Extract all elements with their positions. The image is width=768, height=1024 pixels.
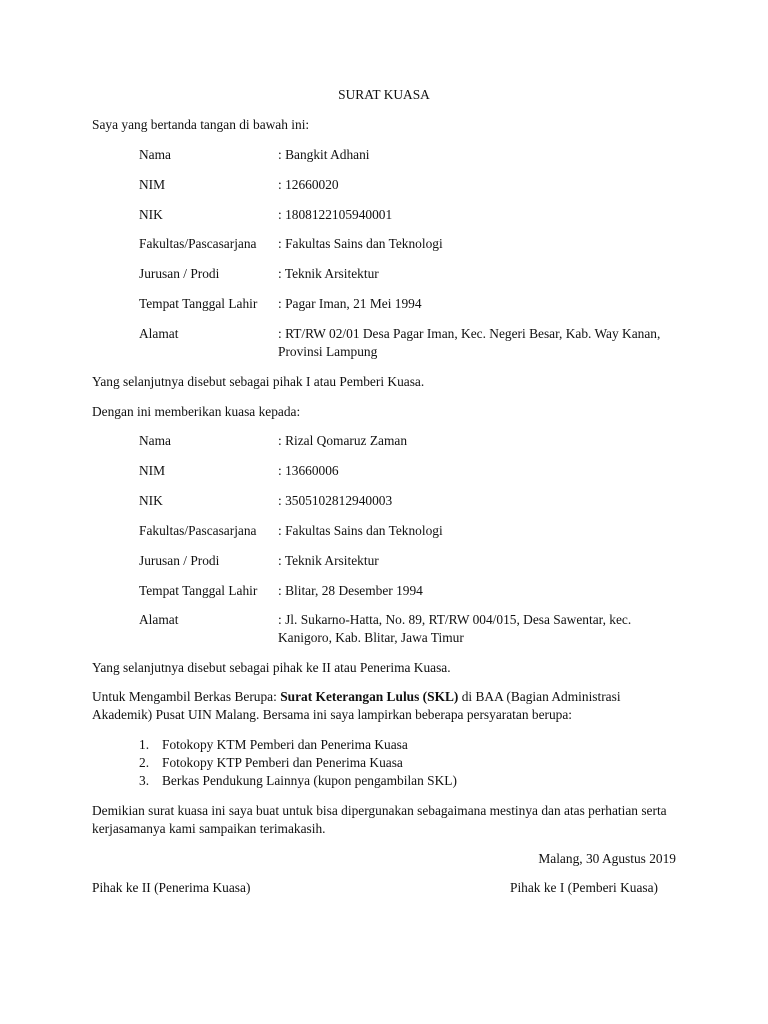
penerima-jurusan-label: Jurusan / Prodi	[139, 553, 220, 568]
pemberi-fakultas-label: Fakultas/Pascasarjana	[139, 236, 257, 251]
penerima-nim-value: : 13660006	[278, 463, 339, 478]
intro-text: Saya yang bertanda tangan di bawah ini:	[92, 117, 310, 132]
pemberi-alamat-value: : RT/RW 02/01 Desa Pagar Iman, Kec. Negeri Besar, Kab. Way Kanan, Provinsi Lampung	[278, 326, 661, 359]
penerima-nik-label: NIK	[139, 493, 163, 508]
pemberi-nik-label: NIK	[139, 207, 163, 222]
penerima-alamat-label: Alamat	[139, 612, 179, 627]
penerima-fakultas-label: Fakultas/Pascasarjana	[139, 523, 257, 538]
requirement-item: Fotokopy KTM Pemberi dan Penerima Kuasa	[162, 737, 408, 752]
pemberi-nama-value: : Bangkit Adhani	[278, 147, 370, 162]
penerima-jurusan-value: : Teknik Arsitektur	[278, 553, 379, 568]
purpose-document-name: Surat Keterangan Lulus (SKL)	[280, 689, 459, 704]
requirement-item: Fotokopy KTP Pemberi dan Penerima Kuasa	[162, 755, 403, 770]
pemberi-jurusan-label: Jurusan / Prodi	[139, 266, 220, 281]
penerima-alamat-value: : Jl. Sukarno-Hatta, No. 89, RT/RW 004/015, Desa Sawentar, kec. Kanigoro, Kab. Blitar, Jawa Timur	[278, 612, 632, 645]
requirement-number: 1.	[139, 737, 150, 752]
pemberi-nama-label: Nama	[139, 147, 171, 162]
purpose-suffix: di BAA (Bagian Administrasi Akademik) Pusat UIN Malang. Bersama ini saya lampirkan beberapa persyaratan berupa:	[92, 689, 621, 722]
pemberi-nik-value: : 1808122105940001	[278, 207, 393, 222]
pemberi-alamat-label: Alamat	[139, 326, 179, 341]
pemberi-ttl-value: : Pagar Iman, 21 Mei 1994	[278, 296, 422, 311]
penerima-nama-label: Nama	[139, 433, 171, 448]
requirement-number: 3.	[139, 773, 150, 788]
penerima-note: Yang selanjutnya disebut sebagai pihak ke II atau Penerima Kuasa.	[92, 660, 451, 675]
penerima-nik-value: : 3505102812940003	[278, 493, 393, 508]
signature-right-label: Pihak ke I (Pemberi Kuasa)	[510, 880, 658, 895]
closing-paragraph: Demikian surat kuasa ini saya buat untuk bisa dipergunakan sebagaimana mestinya dan atas perhatian serta kerjasamanya kami sampaikan terimakasih.	[92, 803, 667, 836]
requirement-number: 2.	[139, 755, 150, 770]
pemberi-fakultas-value: : Fakultas Sains dan Teknologi	[278, 236, 443, 251]
requirement-item: Berkas Pendukung Lainnya (kupon pengambilan SKL)	[162, 773, 457, 788]
penerima-nama-value: : Rizal Qomaruz Zaman	[278, 433, 408, 448]
purpose-paragraph	[92, 688, 677, 724]
pemberi-nim-label: NIM	[139, 177, 166, 192]
penerima-ttl-value: : Blitar, 28 Desember 1994	[278, 583, 423, 598]
purpose-prefix: Untuk Mengambil Berkas Berupa:	[92, 689, 281, 704]
pemberi-note: Yang selanjutnya disebut sebagai pihak I atau Pemberi Kuasa.	[92, 374, 425, 389]
kuasa-intro: Dengan ini memberikan kuasa kepada:	[92, 404, 301, 419]
document-title: SURAT KUASA	[338, 87, 430, 102]
signature-left-label: Pihak ke II (Penerima Kuasa)	[92, 880, 251, 895]
pemberi-jurusan-value: : Teknik Arsitektur	[278, 266, 379, 281]
penerima-nim-label: NIM	[139, 463, 166, 478]
pemberi-nim-value: : 12660020	[278, 177, 339, 192]
place-date: Malang, 30 Agustus 2019	[538, 851, 676, 866]
penerima-ttl-label: Tempat Tanggal Lahir	[139, 583, 258, 598]
pemberi-ttl-label: Tempat Tanggal Lahir	[139, 296, 258, 311]
penerima-fakultas-value: : Fakultas Sains dan Teknologi	[278, 523, 443, 538]
